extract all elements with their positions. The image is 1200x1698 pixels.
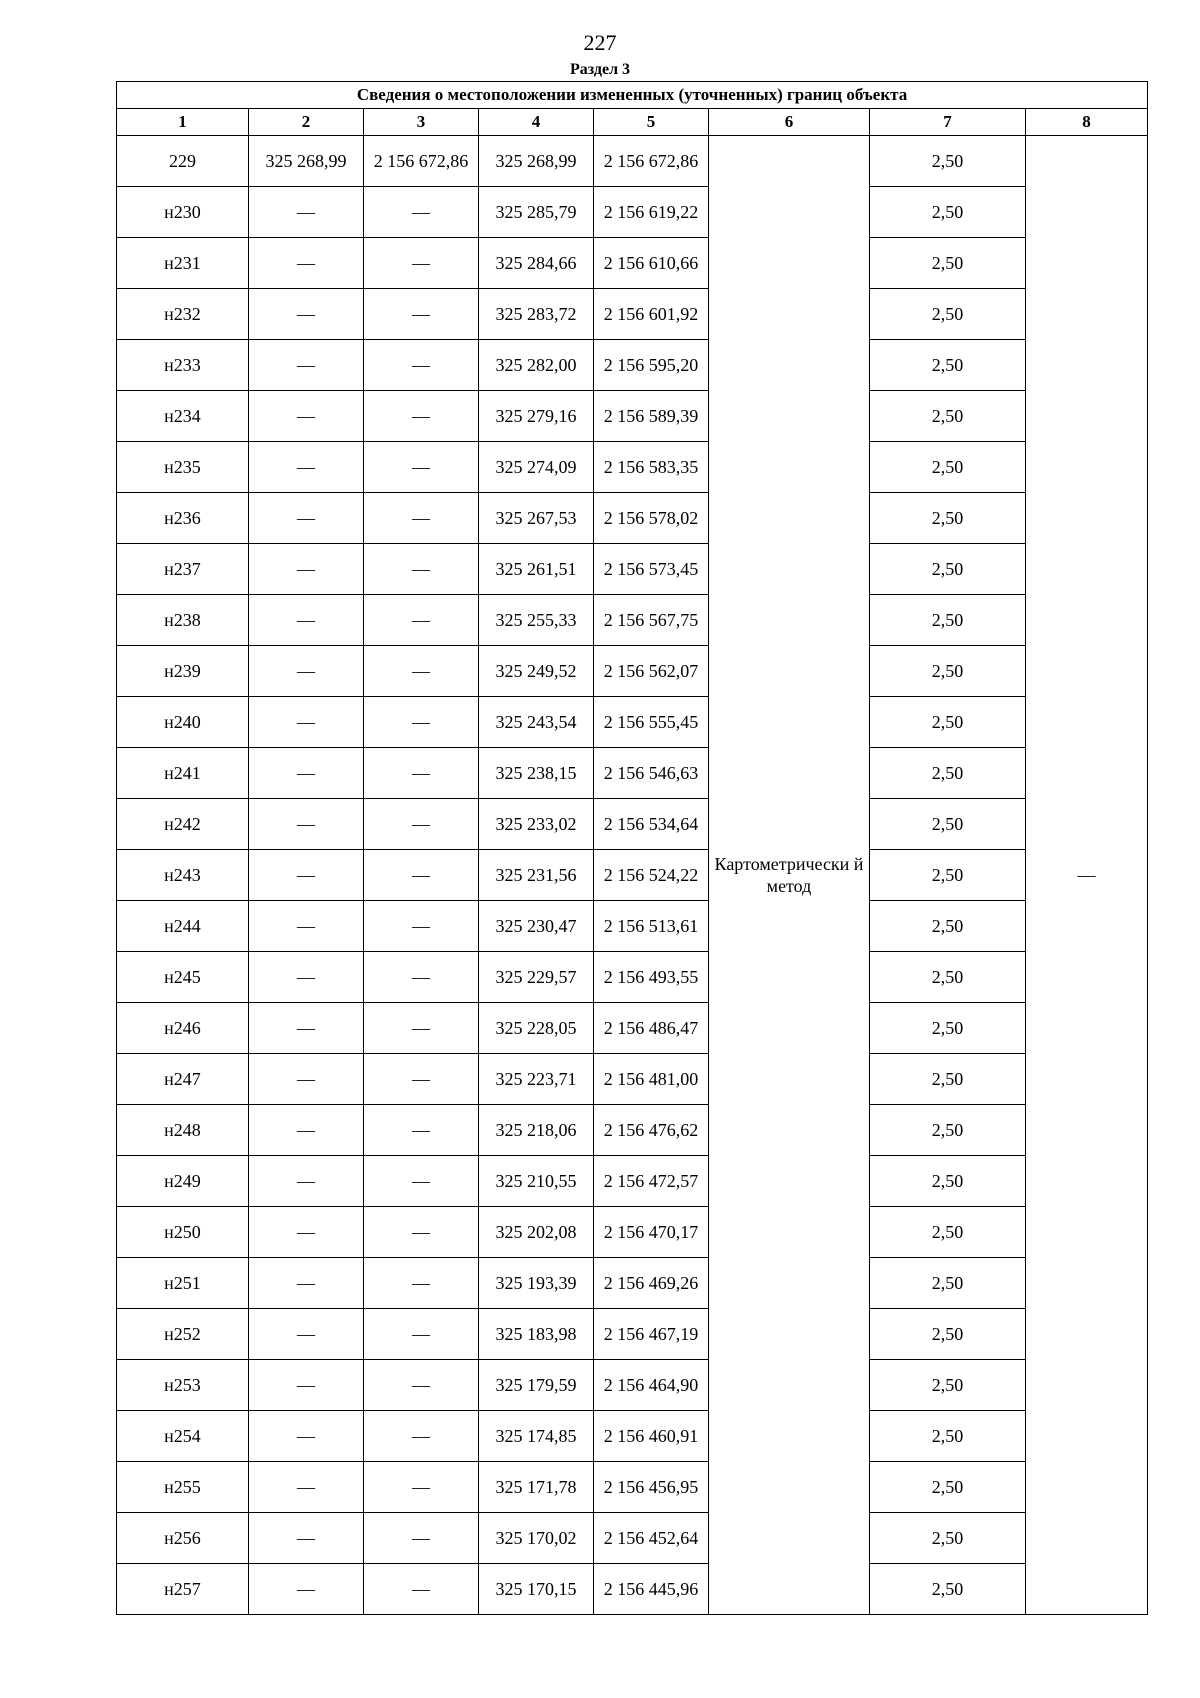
- point-number-cell: н234: [117, 391, 249, 442]
- point-number-cell: н251: [117, 1258, 249, 1309]
- new-x-cell: 325 279,16: [479, 391, 594, 442]
- old-y-cell: —: [364, 1156, 479, 1207]
- new-y-cell: 2 156 610,66: [594, 238, 709, 289]
- old-y-cell: —: [364, 1054, 479, 1105]
- page-number: 227: [583, 30, 617, 55]
- old-y-cell: —: [364, 1513, 479, 1564]
- new-y-cell: 2 156 583,35: [594, 442, 709, 493]
- new-x-cell: 325 170,15: [479, 1564, 594, 1615]
- table-row: [117, 1462, 1148, 1513]
- old-y-cell: —: [364, 289, 479, 340]
- old-x-cell: —: [249, 901, 364, 952]
- table-row: [117, 391, 1148, 442]
- old-y-cell: —: [364, 595, 479, 646]
- point-number-cell: н235: [117, 442, 249, 493]
- column-header: 1: [117, 109, 249, 136]
- point-number-cell: н247: [117, 1054, 249, 1105]
- new-y-cell: 2 156 493,55: [594, 952, 709, 1003]
- point-number-cell: н243: [117, 850, 249, 901]
- point-number-cell: н253: [117, 1360, 249, 1411]
- new-x-cell: 325 170,02: [479, 1513, 594, 1564]
- old-y-cell: —: [364, 544, 479, 595]
- accuracy-cell: 2,50: [870, 901, 1026, 952]
- column-header: 5: [594, 109, 709, 136]
- point-number-cell: н256: [117, 1513, 249, 1564]
- old-x-cell: —: [249, 1411, 364, 1462]
- accuracy-cell: 2,50: [870, 646, 1026, 697]
- new-y-cell: 2 156 460,91: [594, 1411, 709, 1462]
- old-y-cell: —: [364, 1564, 479, 1615]
- column-header: 3: [364, 109, 479, 136]
- new-y-cell: 2 156 469,26: [594, 1258, 709, 1309]
- new-x-cell: 325 238,15: [479, 748, 594, 799]
- table-row: [117, 1207, 1148, 1258]
- table-row: [117, 1003, 1148, 1054]
- old-y-cell: —: [364, 442, 479, 493]
- point-number-cell: н231: [117, 238, 249, 289]
- old-x-cell: —: [249, 289, 364, 340]
- new-y-cell: 2 156 481,00: [594, 1054, 709, 1105]
- table-row: [117, 1411, 1148, 1462]
- old-x-cell: —: [249, 1003, 364, 1054]
- old-y-cell: —: [364, 391, 479, 442]
- point-number-cell: н245: [117, 952, 249, 1003]
- table-row: [117, 187, 1148, 238]
- accuracy-cell: 2,50: [870, 1003, 1026, 1054]
- old-x-cell: —: [249, 187, 364, 238]
- old-x-cell: —: [249, 952, 364, 1003]
- accuracy-cell: 2,50: [870, 1309, 1026, 1360]
- old-x-cell: —: [249, 748, 364, 799]
- old-y-cell: —: [364, 1309, 479, 1360]
- point-number-cell: н233: [117, 340, 249, 391]
- accuracy-cell: 2,50: [870, 1105, 1026, 1156]
- accuracy-cell: 2,50: [870, 1258, 1026, 1309]
- table-row: [117, 1054, 1148, 1105]
- point-number-cell: н249: [117, 1156, 249, 1207]
- table-row: [117, 1105, 1148, 1156]
- new-x-cell: 325 183,98: [479, 1309, 594, 1360]
- accuracy-cell: 2,50: [870, 1462, 1026, 1513]
- table-row: [117, 901, 1148, 952]
- accuracy-cell: 2,50: [870, 544, 1026, 595]
- point-number-cell: н250: [117, 1207, 249, 1258]
- new-y-cell: 2 156 524,22: [594, 850, 709, 901]
- new-x-cell: 325 223,71: [479, 1054, 594, 1105]
- old-y-cell: —: [364, 901, 479, 952]
- new-y-cell: 2 156 467,19: [594, 1309, 709, 1360]
- old-x-cell: —: [249, 595, 364, 646]
- old-y-cell: —: [364, 1360, 479, 1411]
- new-y-cell: 2 156 595,20: [594, 340, 709, 391]
- old-x-cell: —: [249, 238, 364, 289]
- old-x-cell: —: [249, 1105, 364, 1156]
- new-y-cell: 2 156 567,75: [594, 595, 709, 646]
- accuracy-cell: 2,50: [870, 952, 1026, 1003]
- new-x-cell: 325 285,79: [479, 187, 594, 238]
- table-row: [117, 1258, 1148, 1309]
- old-x-cell: —: [249, 340, 364, 391]
- accuracy-cell: 2,50: [870, 748, 1026, 799]
- accuracy-cell: 2,50: [870, 1513, 1026, 1564]
- old-y-cell: —: [364, 1411, 479, 1462]
- new-y-cell: 2 156 573,45: [594, 544, 709, 595]
- old-x-cell: —: [249, 799, 364, 850]
- point-number-cell: н242: [117, 799, 249, 850]
- new-x-cell: 325 267,53: [479, 493, 594, 544]
- point-number-cell: 229: [117, 136, 249, 187]
- point-number-cell: н246: [117, 1003, 249, 1054]
- new-y-cell: 2 156 456,95: [594, 1462, 709, 1513]
- table-row: [117, 1360, 1148, 1411]
- old-x-cell: —: [249, 1054, 364, 1105]
- table-row: [117, 340, 1148, 391]
- old-x-cell: 325 268,99: [249, 136, 364, 187]
- old-x-cell: —: [249, 493, 364, 544]
- accuracy-cell: 2,50: [870, 697, 1026, 748]
- new-x-cell: 325 230,47: [479, 901, 594, 952]
- old-y-cell: —: [364, 238, 479, 289]
- accuracy-cell: 2,50: [870, 289, 1026, 340]
- old-y-cell: —: [364, 493, 479, 544]
- old-y-cell: —: [364, 1105, 479, 1156]
- new-x-cell: 325 274,09: [479, 442, 594, 493]
- old-x-cell: —: [249, 1156, 364, 1207]
- new-x-cell: 325 229,57: [479, 952, 594, 1003]
- accuracy-cell: 2,50: [870, 799, 1026, 850]
- new-y-cell: 2 156 555,45: [594, 697, 709, 748]
- accuracy-cell: 2,50: [870, 391, 1026, 442]
- old-x-cell: —: [249, 697, 364, 748]
- new-y-cell: 2 156 589,39: [594, 391, 709, 442]
- accuracy-cell: 2,50: [870, 1360, 1026, 1411]
- old-y-cell: —: [364, 952, 479, 1003]
- new-y-cell: 2 156 476,62: [594, 1105, 709, 1156]
- table-row: [117, 595, 1148, 646]
- accuracy-cell: 2,50: [870, 1207, 1026, 1258]
- old-x-cell: —: [249, 1309, 364, 1360]
- old-x-cell: —: [249, 1462, 364, 1513]
- old-y-cell: —: [364, 646, 479, 697]
- table-row: [117, 850, 1148, 901]
- new-y-cell: 2 156 546,63: [594, 748, 709, 799]
- new-x-cell: 325 210,55: [479, 1156, 594, 1207]
- new-x-cell: 325 261,51: [479, 544, 594, 595]
- new-y-cell: 2 156 472,57: [594, 1156, 709, 1207]
- old-y-cell: —: [364, 340, 479, 391]
- old-y-cell: —: [364, 1462, 479, 1513]
- table-row: [117, 1309, 1148, 1360]
- table-title: Сведения о местоположении измененных (уточненных) границ объекта: [117, 82, 1148, 109]
- new-x-cell: 325 284,66: [479, 238, 594, 289]
- table-row: [117, 289, 1148, 340]
- table-row: [117, 952, 1148, 1003]
- old-x-cell: —: [249, 646, 364, 697]
- table-row: [117, 1513, 1148, 1564]
- old-y-cell: —: [364, 1258, 479, 1309]
- accuracy-cell: 2,50: [870, 238, 1026, 289]
- point-number-cell: н255: [117, 1462, 249, 1513]
- point-number-cell: н252: [117, 1309, 249, 1360]
- old-y-cell: —: [364, 799, 479, 850]
- point-number-cell: н244: [117, 901, 249, 952]
- old-y-cell: —: [364, 187, 479, 238]
- point-number-cell: н248: [117, 1105, 249, 1156]
- old-y-cell: —: [364, 1003, 479, 1054]
- accuracy-cell: 2,50: [870, 493, 1026, 544]
- new-x-cell: 325 231,56: [479, 850, 594, 901]
- new-x-cell: 325 282,00: [479, 340, 594, 391]
- accuracy-cell: 2,50: [870, 187, 1026, 238]
- old-x-cell: —: [249, 850, 364, 901]
- accuracy-cell: 2,50: [870, 1411, 1026, 1462]
- old-y-cell: 2 156 672,86: [364, 136, 479, 187]
- new-x-cell: 325 228,05: [479, 1003, 594, 1054]
- table-row: [117, 1564, 1148, 1615]
- new-y-cell: 2 156 619,22: [594, 187, 709, 238]
- point-number-cell: н241: [117, 748, 249, 799]
- new-y-cell: 2 156 534,64: [594, 799, 709, 850]
- accuracy-cell: 2,50: [870, 1054, 1026, 1105]
- point-number-cell: н237: [117, 544, 249, 595]
- table-row: [117, 136, 1148, 187]
- old-x-cell: —: [249, 1360, 364, 1411]
- new-x-cell: 325 268,99: [479, 136, 594, 187]
- table-row: [117, 238, 1148, 289]
- new-x-cell: 325 171,78: [479, 1462, 594, 1513]
- new-y-cell: 2 156 672,86: [594, 136, 709, 187]
- new-y-cell: 2 156 513,61: [594, 901, 709, 952]
- old-y-cell: —: [364, 850, 479, 901]
- point-number-cell: н257: [117, 1564, 249, 1615]
- old-x-cell: —: [249, 544, 364, 595]
- old-y-cell: —: [364, 1207, 479, 1258]
- old-x-cell: —: [249, 442, 364, 493]
- accuracy-cell: 2,50: [870, 1564, 1026, 1615]
- new-x-cell: 325 243,54: [479, 697, 594, 748]
- new-x-cell: 325 218,06: [479, 1105, 594, 1156]
- point-number-cell: н232: [117, 289, 249, 340]
- new-x-cell: 325 255,33: [479, 595, 594, 646]
- old-x-cell: —: [249, 1564, 364, 1615]
- table-row: [117, 646, 1148, 697]
- column-header: 4: [479, 109, 594, 136]
- table-body: [117, 136, 1148, 1615]
- point-number-cell: н254: [117, 1411, 249, 1462]
- accuracy-cell: 2,50: [870, 136, 1026, 187]
- point-number-cell: н230: [117, 187, 249, 238]
- point-number-cell: н236: [117, 493, 249, 544]
- accuracy-cell: 2,50: [870, 595, 1026, 646]
- column-header: 8: [1026, 109, 1148, 136]
- new-x-cell: 325 233,02: [479, 799, 594, 850]
- new-y-cell: 2 156 445,96: [594, 1564, 709, 1615]
- method-cell: Картометрически й метод: [709, 136, 870, 1615]
- old-x-cell: —: [249, 1513, 364, 1564]
- table-row: [117, 748, 1148, 799]
- accuracy-cell: 2,50: [870, 340, 1026, 391]
- point-number-cell: н238: [117, 595, 249, 646]
- new-y-cell: 2 156 452,64: [594, 1513, 709, 1564]
- table-row: [117, 799, 1148, 850]
- new-y-cell: 2 156 578,02: [594, 493, 709, 544]
- table-row: [117, 697, 1148, 748]
- point-number-cell: н240: [117, 697, 249, 748]
- column-header: 6: [709, 109, 870, 136]
- new-y-cell: 2 156 470,17: [594, 1207, 709, 1258]
- new-y-cell: 2 156 486,47: [594, 1003, 709, 1054]
- table-row: [117, 442, 1148, 493]
- new-x-cell: 325 202,08: [479, 1207, 594, 1258]
- new-x-cell: 325 193,39: [479, 1258, 594, 1309]
- new-x-cell: 325 174,85: [479, 1411, 594, 1462]
- old-x-cell: —: [249, 1258, 364, 1309]
- column8-cell: —: [1026, 136, 1148, 1615]
- accuracy-cell: 2,50: [870, 850, 1026, 901]
- table-row: [117, 493, 1148, 544]
- column-header: 7: [870, 109, 1026, 136]
- accuracy-cell: 2,50: [870, 1156, 1026, 1207]
- boundary-coordinates-table: [116, 81, 1148, 1615]
- section-title: Раздел 3: [569, 61, 631, 78]
- new-y-cell: 2 156 601,92: [594, 289, 709, 340]
- old-x-cell: —: [249, 391, 364, 442]
- new-y-cell: 2 156 464,90: [594, 1360, 709, 1411]
- column-header: 2: [249, 109, 364, 136]
- new-x-cell: 325 179,59: [479, 1360, 594, 1411]
- old-x-cell: —: [249, 1207, 364, 1258]
- table-row: [117, 1156, 1148, 1207]
- accuracy-cell: 2,50: [870, 442, 1026, 493]
- new-x-cell: 325 283,72: [479, 289, 594, 340]
- old-y-cell: —: [364, 697, 479, 748]
- new-x-cell: 325 249,52: [479, 646, 594, 697]
- point-number-cell: н239: [117, 646, 249, 697]
- new-y-cell: 2 156 562,07: [594, 646, 709, 697]
- old-y-cell: —: [364, 748, 479, 799]
- table-row: [117, 544, 1148, 595]
